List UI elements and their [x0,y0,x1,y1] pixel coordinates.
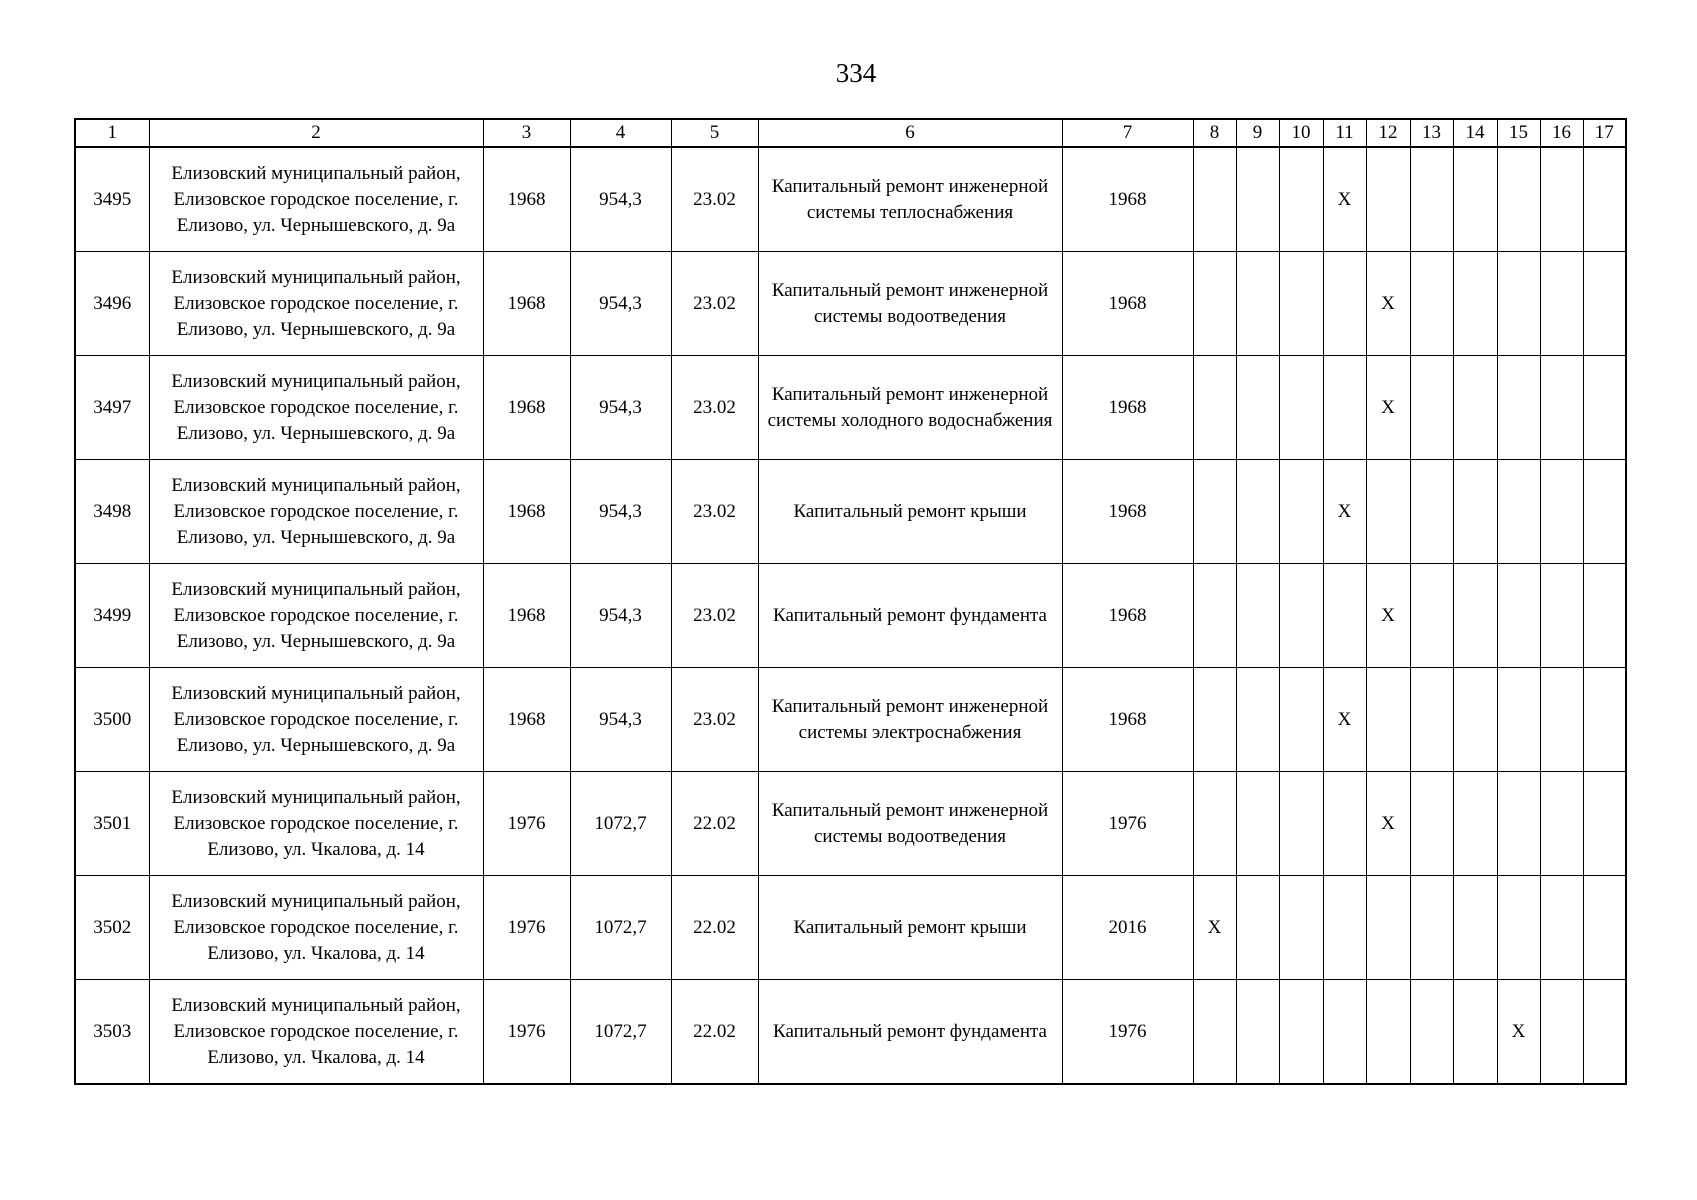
col-16-cell [1540,356,1583,460]
work-type-cell: Капитальный ремонт инженерной системы теплоснабжения [758,147,1062,252]
col-16-cell [1540,147,1583,252]
col-15-cell [1497,876,1540,980]
row-number-cell: 3502 [75,876,149,980]
build-year-cell: 1976 [483,980,570,1085]
col-10-cell [1279,564,1323,668]
work-type-cell: Капитальный ремонт инженерной системы водоотведения [758,772,1062,876]
area-cell: 1072,7 [570,980,671,1085]
col-17-cell [1583,356,1626,460]
col-9-cell [1236,147,1279,252]
work-type-cell: Капитальный ремонт инженерной системы электроснабжения [758,668,1062,772]
area-cell: 954,3 [570,147,671,252]
planned-year-cell: 1968 [1062,252,1193,356]
col-11-cell: X [1323,147,1366,252]
registry-table [74,118,1627,1085]
column-header: 4 [570,119,671,147]
column-header: 8 [1193,119,1236,147]
area-cell: 1072,7 [570,876,671,980]
table-row [75,252,1626,356]
column-header: 13 [1410,119,1453,147]
col-16-cell [1540,460,1583,564]
area-cell: 954,3 [570,564,671,668]
col-14-cell [1453,876,1497,980]
address-cell: Елизовский муниципальный район, Елизовское городское поселение, г. Елизово, ул. Чернышевского, д. 9а [149,147,483,252]
col-8-cell [1193,356,1236,460]
planned-year-cell: 1976 [1062,980,1193,1085]
row-number-cell: 3503 [75,980,149,1085]
work-type-cell: Капитальный ремонт инженерной системы водоотведения [758,252,1062,356]
col-15-cell [1497,772,1540,876]
col-11-cell [1323,252,1366,356]
code-cell: 22.02 [671,772,758,876]
row-number-cell: 3500 [75,668,149,772]
col-11-cell [1323,356,1366,460]
address-cell: Елизовский муниципальный район, Елизовское городское поселение, г. Елизово, ул. Чкалова, д. 14 [149,876,483,980]
table-row [75,356,1626,460]
col-8-cell [1193,147,1236,252]
code-cell: 23.02 [671,252,758,356]
col-8-cell [1193,564,1236,668]
col-16-cell [1540,980,1583,1085]
col-13-cell [1410,147,1453,252]
build-year-cell: 1976 [483,772,570,876]
col-17-cell [1583,460,1626,564]
col-12-cell [1366,876,1410,980]
address-cell: Елизовский муниципальный район, Елизовское городское поселение, г. Елизово, ул. Чернышевского, д. 9а [149,564,483,668]
build-year-cell: 1968 [483,564,570,668]
header-row [75,119,1626,147]
column-header: 10 [1279,119,1323,147]
planned-year-cell: 1968 [1062,356,1193,460]
col-10-cell [1279,252,1323,356]
col-9-cell [1236,356,1279,460]
col-9-cell [1236,876,1279,980]
planned-year-cell: 1968 [1062,460,1193,564]
planned-year-cell: 1968 [1062,147,1193,252]
address-cell: Елизовский муниципальный район, Елизовское городское поселение, г. Елизово, ул. Чернышевского, д. 9а [149,668,483,772]
column-header: 2 [149,119,483,147]
col-14-cell [1453,147,1497,252]
col-13-cell [1410,876,1453,980]
col-10-cell [1279,980,1323,1085]
col-13-cell [1410,668,1453,772]
column-header: 14 [1453,119,1497,147]
code-cell: 22.02 [671,876,758,980]
row-number-cell: 3501 [75,772,149,876]
column-header: 12 [1366,119,1410,147]
col-9-cell [1236,252,1279,356]
row-number-cell: 3498 [75,460,149,564]
build-year-cell: 1968 [483,252,570,356]
planned-year-cell: 2016 [1062,876,1193,980]
col-12-cell [1366,147,1410,252]
col-15-cell [1497,356,1540,460]
table-row [75,980,1626,1085]
col-10-cell [1279,460,1323,564]
column-header: 5 [671,119,758,147]
column-header: 16 [1540,119,1583,147]
address-cell: Елизовский муниципальный район, Елизовское городское поселение, г. Елизово, ул. Чернышевского, д. 9а [149,356,483,460]
area-cell: 954,3 [570,460,671,564]
col-14-cell [1453,356,1497,460]
col-16-cell [1540,668,1583,772]
col-11-cell [1323,876,1366,980]
column-header: 1 [75,119,149,147]
row-number-cell: 3497 [75,356,149,460]
column-header: 7 [1062,119,1193,147]
col-17-cell [1583,564,1626,668]
col-12-cell: X [1366,252,1410,356]
table-row [75,147,1626,252]
code-cell: 23.02 [671,668,758,772]
col-11-cell [1323,772,1366,876]
col-12-cell: X [1366,564,1410,668]
row-number-cell: 3495 [75,147,149,252]
col-17-cell [1583,772,1626,876]
col-12-cell [1366,980,1410,1085]
col-17-cell [1583,668,1626,772]
table-row [75,564,1626,668]
build-year-cell: 1968 [483,356,570,460]
planned-year-cell: 1968 [1062,564,1193,668]
col-15-cell [1497,668,1540,772]
address-cell: Елизовский муниципальный район, Елизовское городское поселение, г. Елизово, ул. Чернышевского, д. 9а [149,252,483,356]
col-12-cell [1366,668,1410,772]
col-14-cell [1453,252,1497,356]
table-row [75,876,1626,980]
col-9-cell [1236,668,1279,772]
table-row [75,460,1626,564]
col-14-cell [1453,564,1497,668]
column-header: 17 [1583,119,1626,147]
col-11-cell: X [1323,460,1366,564]
code-cell: 23.02 [671,564,758,668]
col-17-cell [1583,147,1626,252]
area-cell: 1072,7 [570,772,671,876]
col-8-cell [1193,772,1236,876]
page-number: 334 [835,58,877,88]
col-12-cell: X [1366,356,1410,460]
col-16-cell [1540,564,1583,668]
row-number-cell: 3496 [75,252,149,356]
col-15-cell: X [1497,980,1540,1085]
code-cell: 23.02 [671,356,758,460]
code-cell: 23.02 [671,460,758,564]
address-cell: Елизовский муниципальный район, Елизовское городское поселение, г. Елизово, ул. Чкалова, д. 14 [149,980,483,1085]
col-9-cell [1236,460,1279,564]
column-header: 9 [1236,119,1279,147]
planned-year-cell: 1976 [1062,772,1193,876]
area-cell: 954,3 [570,668,671,772]
col-10-cell [1279,772,1323,876]
col-12-cell: X [1366,772,1410,876]
column-header: 3 [483,119,570,147]
area-cell: 954,3 [570,252,671,356]
table-row [75,668,1626,772]
column-header: 15 [1497,119,1540,147]
col-13-cell [1410,772,1453,876]
column-header: 11 [1323,119,1366,147]
col-13-cell [1410,564,1453,668]
col-16-cell [1540,252,1583,356]
col-8-cell [1193,252,1236,356]
work-type-cell: Капитальный ремонт инженерной системы холодного водоснабжения [758,356,1062,460]
col-13-cell [1410,356,1453,460]
col-12-cell [1366,460,1410,564]
col-17-cell [1583,876,1626,980]
address-cell: Елизовский муниципальный район, Елизовское городское поселение, г. Елизово, ул. Чернышевского, д. 9а [149,460,483,564]
col-14-cell [1453,980,1497,1085]
col-8-cell [1193,668,1236,772]
col-9-cell [1236,980,1279,1085]
work-type-cell: Капитальный ремонт фундамента [758,564,1062,668]
row-number-cell: 3499 [75,564,149,668]
work-type-cell: Капитальный ремонт крыши [758,876,1062,980]
col-17-cell [1583,252,1626,356]
build-year-cell: 1976 [483,876,570,980]
work-type-cell: Капитальный ремонт крыши [758,460,1062,564]
col-10-cell [1279,668,1323,772]
col-8-cell [1193,980,1236,1085]
col-15-cell [1497,147,1540,252]
col-11-cell: X [1323,668,1366,772]
col-8-cell [1193,460,1236,564]
col-16-cell [1540,876,1583,980]
col-10-cell [1279,356,1323,460]
col-14-cell [1453,460,1497,564]
column-header: 6 [758,119,1062,147]
code-cell: 23.02 [671,147,758,252]
address-cell: Елизовский муниципальный район, Елизовское городское поселение, г. Елизово, ул. Чкалова, д. 14 [149,772,483,876]
col-15-cell [1497,460,1540,564]
build-year-cell: 1968 [483,668,570,772]
table-body [75,147,1626,1084]
build-year-cell: 1968 [483,460,570,564]
build-year-cell: 1968 [483,147,570,252]
col-9-cell [1236,564,1279,668]
area-cell: 954,3 [570,356,671,460]
col-13-cell [1410,980,1453,1085]
col-13-cell [1410,460,1453,564]
work-type-cell: Капитальный ремонт фундамента [758,980,1062,1085]
col-10-cell [1279,147,1323,252]
col-13-cell [1410,252,1453,356]
col-8-cell: X [1193,876,1236,980]
col-14-cell [1453,772,1497,876]
col-15-cell [1497,252,1540,356]
col-11-cell [1323,980,1366,1085]
planned-year-cell: 1968 [1062,668,1193,772]
col-15-cell [1497,564,1540,668]
col-10-cell [1279,876,1323,980]
table-row [75,772,1626,876]
col-17-cell [1583,980,1626,1085]
col-16-cell [1540,772,1583,876]
col-11-cell [1323,564,1366,668]
col-9-cell [1236,772,1279,876]
col-14-cell [1453,668,1497,772]
code-cell: 22.02 [671,980,758,1085]
